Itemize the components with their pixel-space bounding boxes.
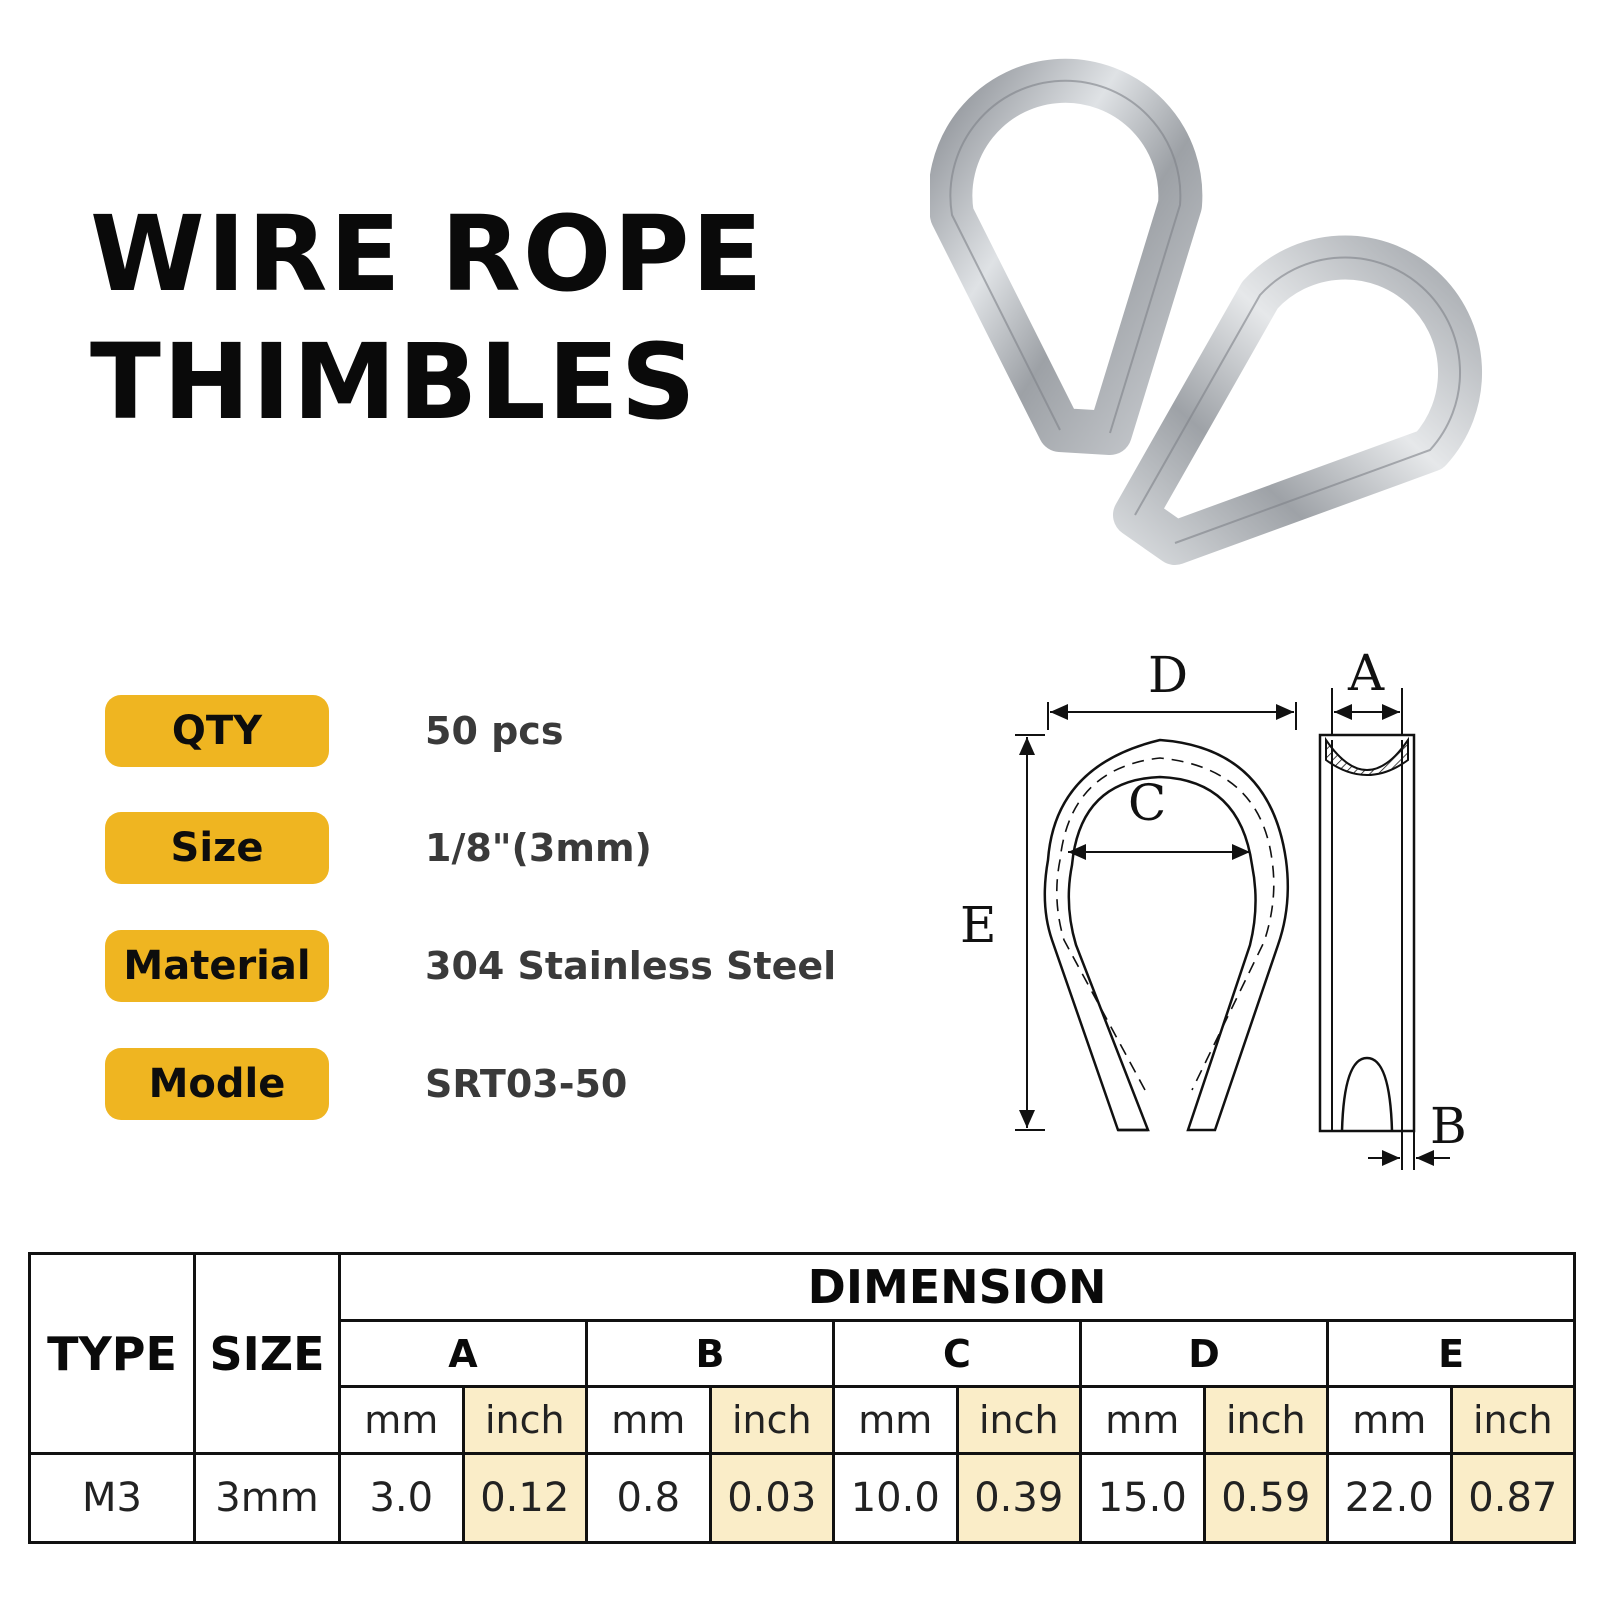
spec-qty bbox=[105, 695, 865, 767]
unit-mm: mm bbox=[834, 1387, 958, 1454]
label-b: B bbox=[1430, 1097, 1467, 1155]
spec-size bbox=[105, 812, 865, 884]
cell-c-inch: 0.39 bbox=[957, 1454, 1081, 1543]
header-col-a: A bbox=[340, 1320, 587, 1387]
unit-mm: mm bbox=[340, 1387, 464, 1454]
cell-size: 3mm bbox=[195, 1454, 340, 1543]
spec-value-model: SRT03-50 bbox=[425, 1062, 628, 1106]
spec-value-material: 304 Stainless Steel bbox=[425, 944, 837, 988]
header-col-b: B bbox=[587, 1320, 834, 1387]
page-title bbox=[90, 190, 765, 446]
cell-b-mm: 0.8 bbox=[587, 1454, 711, 1543]
header-col-e: E bbox=[1328, 1320, 1575, 1387]
label-d: D bbox=[1148, 646, 1189, 704]
unit-inch: inch bbox=[957, 1387, 1081, 1454]
thimble-1 bbox=[950, 81, 1180, 433]
spec-label-material: Material bbox=[105, 930, 329, 1002]
unit-inch: inch bbox=[710, 1387, 834, 1454]
header-col-c: C bbox=[834, 1320, 1081, 1387]
cell-d-inch: 0.59 bbox=[1204, 1454, 1328, 1543]
spec-label-size: Size bbox=[105, 812, 329, 884]
cell-a-mm: 3.0 bbox=[340, 1454, 464, 1543]
thimbles-product-image bbox=[930, 55, 1490, 575]
header-type: TYPE bbox=[30, 1254, 195, 1454]
dimension-diagram bbox=[960, 640, 1480, 1180]
label-c: C bbox=[1128, 774, 1167, 832]
thimble-side-view bbox=[1320, 735, 1414, 1131]
cell-c-mm: 10.0 bbox=[834, 1454, 958, 1543]
cell-e-inch: 0.87 bbox=[1451, 1454, 1575, 1543]
unit-mm: mm bbox=[587, 1387, 711, 1454]
table-row bbox=[30, 1454, 1575, 1543]
spec-label-model: Modle bbox=[105, 1048, 329, 1120]
header-col-d: D bbox=[1081, 1320, 1328, 1387]
unit-inch: inch bbox=[1451, 1387, 1575, 1454]
cell-e-mm: 22.0 bbox=[1328, 1454, 1452, 1543]
cell-d-mm: 15.0 bbox=[1081, 1454, 1205, 1543]
cell-a-inch: 0.12 bbox=[463, 1454, 587, 1543]
spec-value-size: 1/8"(3mm) bbox=[425, 826, 652, 870]
unit-inch: inch bbox=[463, 1387, 587, 1454]
spec-model bbox=[105, 1048, 865, 1120]
unit-inch: inch bbox=[1204, 1387, 1328, 1454]
unit-mm: mm bbox=[1328, 1387, 1452, 1454]
spec-label-qty: QTY bbox=[105, 695, 329, 767]
cell-b-inch: 0.03 bbox=[710, 1454, 834, 1543]
title-line-1: WIRE ROPE bbox=[90, 193, 765, 315]
header-size: SIZE bbox=[195, 1254, 340, 1454]
cell-type: M3 bbox=[30, 1454, 195, 1543]
title-line-2: THIMBLES bbox=[90, 321, 698, 443]
thimble-2 bbox=[1135, 257, 1460, 543]
thimble-outline bbox=[1045, 740, 1288, 1130]
header-dimension: DIMENSION bbox=[340, 1254, 1575, 1321]
spec-value-qty: 50 pcs bbox=[425, 709, 564, 753]
unit-mm: mm bbox=[1081, 1387, 1205, 1454]
label-e: E bbox=[960, 896, 997, 954]
dimension-table bbox=[28, 1252, 1576, 1544]
label-a: A bbox=[1348, 644, 1385, 702]
spec-material bbox=[105, 930, 865, 1002]
